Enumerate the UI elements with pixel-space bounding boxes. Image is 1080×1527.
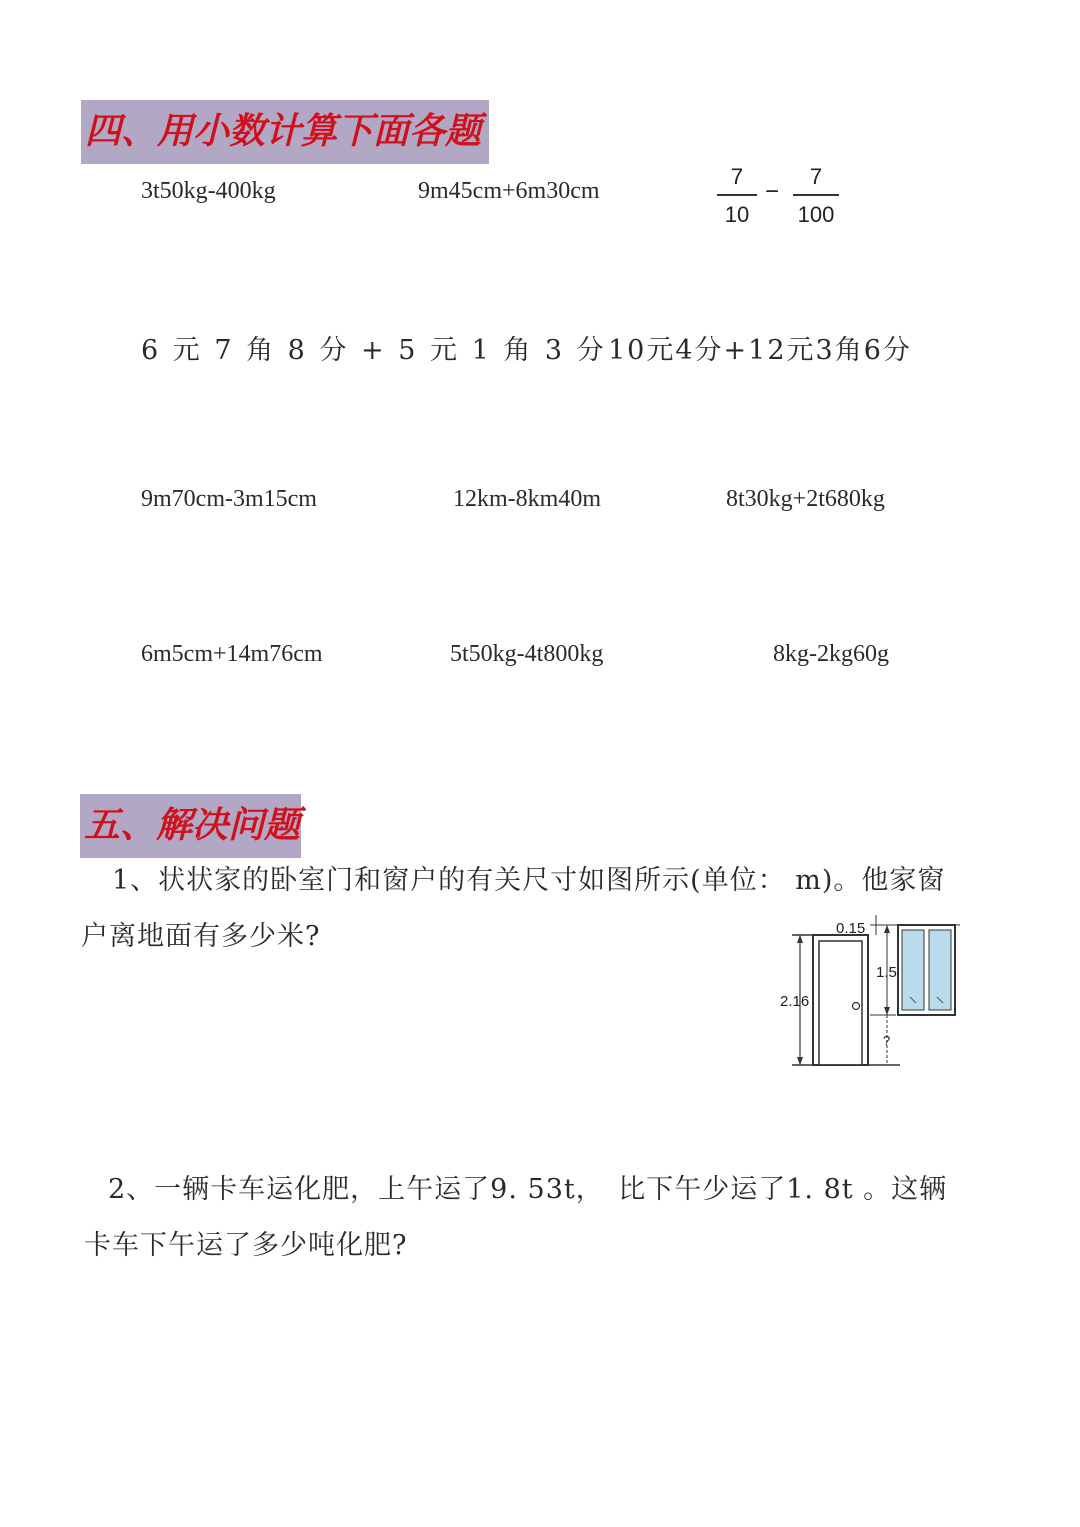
fraction-b-denominator: 100 (797, 202, 835, 227)
expr-2-1: 6 元 7 角 8 分 + 5 元 1 角 3 分 (141, 335, 607, 366)
expr-1-2: 9m45cm+6m30cm (418, 178, 600, 204)
expr-2-2: 10元4分+12元3角6分 (608, 335, 912, 366)
question-2-line-1: 2、一辆卡车运化肥，上午运了9. 53t， 比下午少运了1. 8t 。这辆 (108, 1174, 948, 1205)
question-1-line-1: 1、状状家的卧室门和窗户的有关尺寸如图所示(单位： m)。他家窗 (112, 865, 946, 896)
door-knob (853, 1003, 860, 1010)
expr-1-1: 3t50kg-400kg (141, 178, 276, 204)
label-2-16: 2.16 (780, 993, 810, 1010)
expr-3-2: 12km-8km40m (453, 486, 601, 512)
fraction-a-denominator: 10 (724, 202, 750, 227)
label-1-5: 1.5 (876, 964, 897, 981)
door-dim-arrow-top (797, 935, 803, 943)
expr-4-3: 8kg-2kg60g (773, 641, 889, 667)
expr-4-2: 5t50kg-4t800kg (450, 641, 604, 667)
label-unknown: ? (883, 1033, 891, 1048)
expr-3-1: 9m70cm-3m15cm (141, 486, 317, 512)
window-dim-arrow-top (884, 925, 890, 933)
fraction-b (793, 164, 839, 228)
window-pane-right (929, 930, 951, 1010)
question-1-line-2: 户离地面有多少米? (81, 921, 321, 952)
door-dim-arrow-bottom (797, 1057, 803, 1065)
window-pane-left (902, 930, 924, 1010)
fraction-a-numerator: 7 (730, 164, 744, 189)
fraction-a-bar (717, 194, 757, 196)
label-0-15: 0.15 (836, 920, 866, 937)
fraction-b-numerator: 7 (809, 164, 823, 189)
window-dim-arrow-bottom (884, 1007, 890, 1015)
section5-title: 五、解决问题 (80, 794, 301, 858)
question-2-line-2: 卡车下午运了多少吨化肥? (84, 1230, 408, 1261)
expr-4-1: 6m5cm+14m76cm (141, 641, 323, 667)
fraction-a (717, 164, 757, 228)
expr-3-3: 8t30kg+2t680kg (726, 486, 885, 512)
section4-title: 四、用小数计算下面各题 (81, 100, 489, 164)
fraction-minus: − (765, 178, 780, 205)
door-window-diagram (770, 905, 970, 1075)
fraction-b-bar (793, 194, 839, 196)
